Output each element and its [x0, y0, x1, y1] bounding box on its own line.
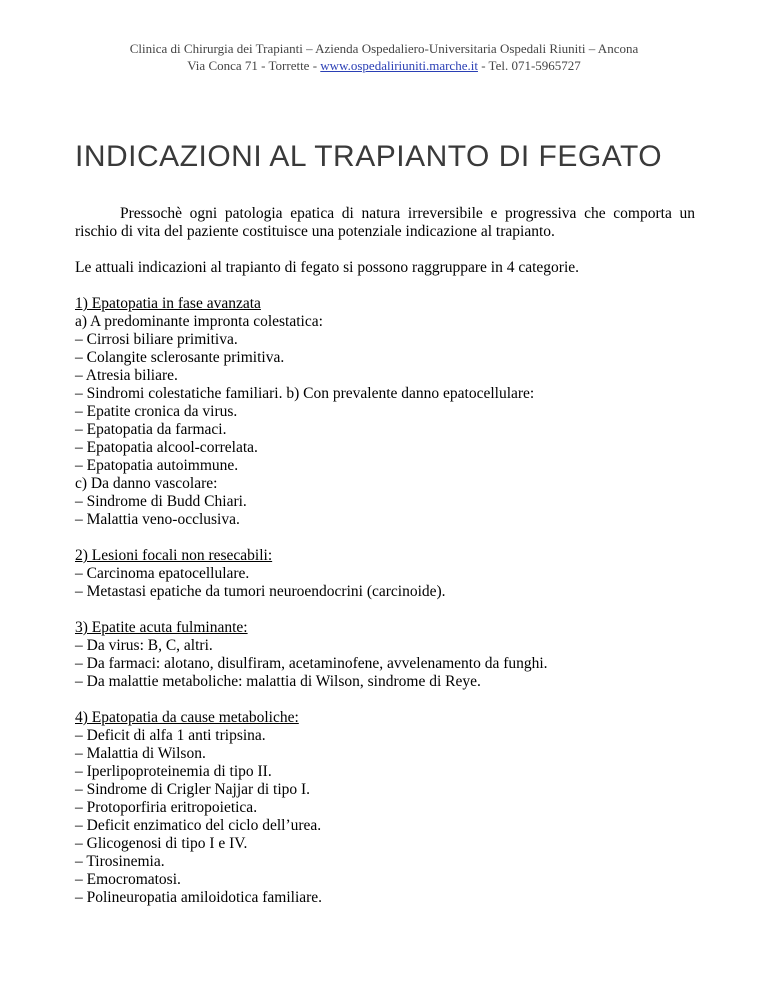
list-item: – Sindrome di Crigler Najjar di tipo I. — [75, 781, 311, 798]
list-item: – Da malattie metaboliche: malattia di Wilson, sindrome di Reye. — [75, 673, 481, 690]
section-title: 2) Lesioni focali non resecabili: — [75, 547, 273, 564]
header-address: Via Conca 71 - Torrette - — [187, 58, 321, 73]
document-body — [75, 205, 695, 925]
categories-paragraph: Le attuali indicazioni al trapianto di fegato si possono raggruppare in 4 categorie. — [75, 259, 580, 276]
list-item: – Epatite cronica da virus. — [75, 403, 238, 420]
section-title: 4) Epatopatia da cause metaboliche: — [75, 709, 299, 726]
list-item: – Da farmaci: alotano, disulfiram, acetaminofene, avvelenamento da funghi. — [75, 655, 548, 672]
header-line-2 — [0, 57, 768, 74]
list-item: – Malattia veno-occlusiva. — [75, 511, 240, 528]
page-header — [0, 40, 768, 74]
list-item: – Emocromatosi. — [75, 871, 181, 888]
list-item: – Glicogenosi di tipo I e IV. — [75, 835, 248, 852]
list-item: – Malattia di Wilson. — [75, 745, 206, 762]
list-item: – Sindromi colestatiche familiari. b) Con prevalente danno epatocellulare: — [75, 385, 535, 402]
list-item: – Da virus: B, C, altri. — [75, 637, 213, 654]
list-item: a) A predominante impronta colestatica: — [75, 313, 323, 330]
website-link[interactable]: www.ospedaliriuniti.marche.it — [320, 58, 478, 73]
list-item: – Cirrosi biliare primitiva. — [75, 331, 238, 348]
list-item: – Deficit enzimatico del ciclo dell’urea. — [75, 817, 322, 834]
list-item: – Colangite sclerosante primitiva. — [75, 349, 285, 366]
list-item: – Sindrome di Budd Chiari. — [75, 493, 247, 510]
list-item: – Atresia biliare. — [75, 367, 178, 384]
list-item: – Polineuropatia amiloidotica familiare. — [75, 889, 323, 906]
list-item: c) Da danno vascolare: — [75, 475, 218, 492]
page-title: INDICAZIONI AL TRAPIANTO DI FEGATO — [75, 140, 663, 173]
section-3 — [75, 619, 695, 691]
list-item: – Carcinoma epatocellulare. — [75, 565, 250, 582]
section-1 — [75, 295, 695, 529]
list-item: – Protoporfiria eritropoietica. — [75, 799, 258, 816]
intro-paragraph: Pressochè ogni patologia epatica di natura irreversibile e progressiva che comporta un rischio di vita del paziente costituisce una potenziale indicazione al trapianto. — [75, 205, 695, 240]
list-item: – Tirosinemia. — [75, 853, 165, 870]
header-line-1: Clinica di Chirurgia dei Trapianti – Azienda Ospedaliero-Universitaria Ospedali Riuniti – Ancona — [129, 41, 639, 56]
list-item: – Epatopatia da farmaci. — [75, 421, 227, 438]
section-4 — [75, 709, 695, 907]
header-phone: - Tel. 071-5965727 — [477, 58, 581, 73]
section-title: 1) Epatopatia in fase avanzata — [75, 295, 261, 312]
list-item: – Metastasi epatiche da tumori neuroendocrini (carcinoide). — [75, 583, 446, 600]
list-item: – Deficit di alfa 1 anti tripsina. — [75, 727, 266, 744]
list-item: – Epatopatia alcool-correlata. — [75, 439, 258, 456]
section-title: 3) Epatite acuta fulminante: — [75, 619, 248, 636]
section-2 — [75, 547, 695, 601]
list-item: – Epatopatia autoimmune. — [75, 457, 239, 474]
list-item: – Iperlipoproteinemia di tipo II. — [75, 763, 272, 780]
